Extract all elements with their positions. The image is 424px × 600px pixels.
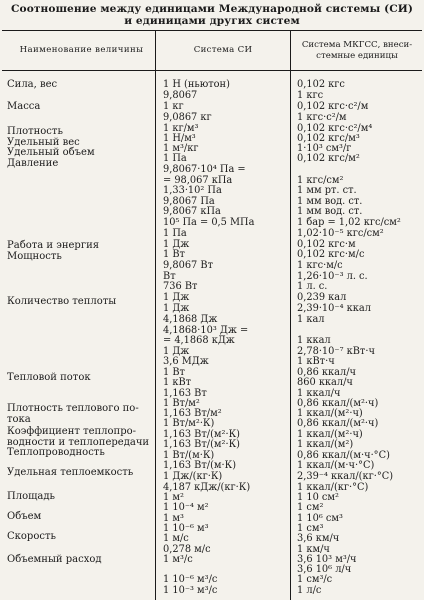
mkgss-value-19: 1 л. с. bbox=[297, 281, 328, 292]
mkgss-value-20: 0,239 кал bbox=[297, 292, 347, 303]
mkgss-value-10: 1 мм рт. ст. bbox=[297, 185, 357, 196]
si-value-13: 9,8067 кПа bbox=[163, 206, 221, 217]
quantity-name-9: Количество теплоты bbox=[7, 296, 117, 307]
mkgss-value-34: 0,86 ккал/(м·ч·°С) bbox=[297, 450, 390, 461]
si-value-4: 9,0867 кг bbox=[163, 112, 212, 123]
mkgss-value-37: 1 ккал/(кг·°С) bbox=[297, 482, 369, 493]
quantity-name-11: Плотность теплового по- bbox=[7, 403, 139, 414]
mkgss-value-3: 0,102 кгс·с²/м bbox=[297, 101, 369, 112]
mkgss-value-23: 1 ккал bbox=[297, 335, 331, 346]
si-value-37: 1,163 Вт/(м·К) bbox=[163, 460, 237, 471]
quantity-name-8: Мощность bbox=[7, 251, 62, 262]
si-value-11: 1,33·10² Па bbox=[163, 185, 222, 196]
si-value-42: 1 м³ bbox=[163, 513, 184, 524]
mkgss-value-45: 3,6 10⁶ л/ч bbox=[297, 564, 352, 575]
si-value-12: 9,8067 Па bbox=[163, 196, 215, 207]
mkgss-value-22: 1 кал bbox=[297, 314, 325, 325]
quantity-name-3: Плотность bbox=[7, 126, 63, 137]
mkgss-value-44: 3,6 10³ м³/ч bbox=[297, 554, 357, 565]
si-value-30: 1,163 Вт bbox=[163, 388, 207, 399]
si-value-9: 9,8067·10⁴ Па = bbox=[163, 164, 246, 175]
si-value-20: 736 Вт bbox=[163, 281, 198, 292]
si-value-8: 1 Па bbox=[163, 153, 187, 164]
si-value-26: 1 Дж bbox=[163, 346, 190, 357]
si-value-5: 1 кг/м³ bbox=[163, 123, 199, 134]
mkgss-value-28: 1 ккал/ч bbox=[297, 388, 341, 399]
quantity-name-15: Теплопроводность bbox=[7, 447, 105, 458]
si-value-23: 4,1868 Дж bbox=[163, 314, 218, 325]
column-divider-1 bbox=[155, 31, 156, 600]
mkgss-value-38: 1 10 см² bbox=[297, 492, 339, 503]
quantity-name-16: Удельная теплоемкость bbox=[7, 467, 134, 478]
mkgss-value-9: 1 кгс/см² bbox=[297, 175, 344, 186]
quantity-name-13: Коэффициент теплопро- bbox=[7, 426, 137, 437]
title-line-1: Соотношение между единицами Международной системы (СИ) bbox=[11, 3, 413, 15]
quantity-name-12: тока bbox=[7, 414, 31, 425]
top-rule bbox=[2, 30, 422, 31]
mkgss-value-32: 1 ккал/(м²·ч) bbox=[297, 429, 363, 440]
si-value-34: 1,163 Вт/(м²·К) bbox=[163, 429, 240, 440]
si-value-28: 1 Вт bbox=[163, 367, 185, 378]
si-value-40: 1 м² bbox=[163, 492, 184, 503]
table-title bbox=[0, 3, 424, 27]
si-value-46: 1 м³/с bbox=[163, 554, 193, 565]
si-value-19: Вт bbox=[163, 271, 176, 282]
mkgss-value-42: 3,6 км/ч bbox=[297, 533, 340, 544]
title-line-2: и единицами других систем bbox=[124, 15, 300, 27]
mkgss-value-15: 0,102 кгс·м bbox=[297, 239, 356, 250]
mkgss-value-26: 0,86 ккал/ч bbox=[297, 367, 357, 378]
mkgss-value-27: 860 ккал/ч bbox=[297, 377, 353, 388]
mkgss-value-24: 2,78·10⁻⁷ кВт·ч bbox=[297, 346, 375, 357]
header-mkgss-line-1: Система МКГСС, внеси- bbox=[301, 40, 413, 50]
si-value-14: 10⁵ Па = 0,5 МПа bbox=[163, 217, 255, 228]
si-value-24: 4,1868·10³ Дж = bbox=[163, 325, 249, 336]
quantity-name-14: водности и теплопередачи bbox=[7, 437, 150, 448]
si-value-32: 1,163 Вт/м² bbox=[163, 408, 222, 419]
header-mkgss bbox=[292, 40, 422, 62]
quantity-name-7: Работа и энергия bbox=[7, 240, 100, 251]
si-value-3: 1 кг bbox=[163, 101, 184, 112]
quantity-name-5: Удельный объем bbox=[7, 147, 95, 158]
si-value-2: 9,8067 bbox=[163, 90, 198, 101]
si-value-6: 1 Н/м³ bbox=[163, 133, 196, 144]
mkgss-value-17: 1 кгс·м/с bbox=[297, 260, 343, 271]
si-value-29: 1 кВт bbox=[163, 377, 192, 388]
mkgss-value-16: 0,102 кгс·м/с bbox=[297, 249, 365, 260]
quantity-name-1: Сила, вес bbox=[7, 79, 58, 90]
quantity-name-18: Объем bbox=[7, 511, 42, 522]
mkgss-value-40: 1 10⁶ см³ bbox=[297, 513, 343, 524]
si-value-44: 1 м/с bbox=[163, 533, 189, 544]
mkgss-value-14: 1,02·10⁻⁵ кгс/см² bbox=[297, 228, 384, 239]
mkgss-value-1: 0,102 кгс bbox=[297, 79, 345, 90]
quantity-name-4: Удельный вес bbox=[7, 137, 80, 148]
mkgss-value-41: 1 см³ bbox=[297, 523, 324, 534]
mkgss-value-18: 1,26·10⁻³ л. с. bbox=[297, 271, 368, 282]
header-mkgss-line-2: стемные единицы bbox=[316, 51, 398, 61]
mkgss-value-39: 1 см² bbox=[297, 502, 324, 513]
mkgss-value-33: 1 ккал/(м²) bbox=[297, 439, 354, 450]
mkgss-value-13: 1 бар = 1,02 кгс/см² bbox=[297, 217, 401, 228]
si-value-38: 1 Дж/(кг·К) bbox=[163, 471, 223, 482]
si-value-48: 1 10⁻³ м³/с bbox=[163, 585, 218, 596]
si-value-33: 1 Вт/м²·К) bbox=[163, 418, 215, 429]
mkgss-value-11: 1 мм вод. ст. bbox=[297, 196, 363, 207]
mkgss-value-2: 1 кгс bbox=[297, 90, 324, 101]
si-value-22: 1 Дж bbox=[163, 303, 190, 314]
si-value-7: 1 м³/кг bbox=[163, 143, 199, 154]
mkgss-value-12: 1 мм вод. ст. bbox=[297, 206, 363, 217]
mkgss-value-47: 1 л/с bbox=[297, 585, 322, 596]
column-divider-2 bbox=[290, 31, 291, 600]
si-value-35: 1,163 Вт/(м²·К) bbox=[163, 439, 240, 450]
si-value-10: = 98,067 кПа bbox=[163, 175, 233, 186]
mkgss-value-36: 2,39⁻⁴ ккал/(кг·°С) bbox=[297, 471, 394, 482]
si-value-47: 1 10⁻⁶ м³/с bbox=[163, 574, 218, 585]
header-rule bbox=[2, 70, 422, 71]
si-value-31: 1 Вт/м² bbox=[163, 398, 200, 409]
header-quantity: Наименование величины bbox=[19, 45, 144, 55]
quantity-name-2: Масса bbox=[7, 101, 41, 112]
si-value-16: 1 Дж bbox=[163, 239, 190, 250]
mkgss-value-4: 1 кгс·с²/м bbox=[297, 112, 347, 123]
si-value-45: 0,278 м/с bbox=[163, 544, 211, 555]
si-value-41: 1 10⁻⁴ м² bbox=[163, 502, 209, 513]
si-value-36: 1 Вт/(м·К) bbox=[163, 450, 215, 461]
si-value-27: 3,6 МДж bbox=[163, 356, 209, 367]
quantity-name-10: Тепловой поток bbox=[7, 372, 91, 383]
header-si: Система СИ bbox=[193, 45, 253, 55]
mkgss-value-8: 0,102 кгс/м² bbox=[297, 153, 360, 164]
mkgss-value-46: 1 см³/с bbox=[297, 574, 333, 585]
mkgss-value-7: 1·10³ см³/г bbox=[297, 143, 352, 154]
mkgss-value-30: 1 ккал/(м²·ч) bbox=[297, 408, 363, 419]
mkgss-value-35: 1 ккал/(м·ч·°С) bbox=[297, 460, 375, 471]
si-value-43: 1 10⁻⁶ м³ bbox=[163, 523, 209, 534]
quantity-name-6: Давление bbox=[7, 158, 59, 169]
mkgss-value-31: 0,86 ккал/(м²·ч) bbox=[297, 418, 379, 429]
si-value-25: = 4,1868 кДж bbox=[163, 335, 235, 346]
mkgss-value-6: 0,102 кгс/м³ bbox=[297, 133, 360, 144]
mkgss-value-21: 2,39·10⁻⁴ ккал bbox=[297, 303, 371, 314]
si-value-15: 1 Па bbox=[163, 228, 187, 239]
quantity-name-17: Площадь bbox=[7, 491, 55, 502]
si-value-18: 9,8067 Вт bbox=[163, 260, 214, 271]
si-value-1: 1 Н (ньютон) bbox=[163, 79, 230, 90]
si-value-21: 1 Дж bbox=[163, 292, 190, 303]
mkgss-value-29: 0,86 ккал/(м²·ч) bbox=[297, 398, 379, 409]
mkgss-value-5: 0,102 кгс·с²/м⁴ bbox=[297, 123, 373, 134]
si-value-39: 4,187 кДж/(кг·К) bbox=[163, 482, 251, 493]
mkgss-value-43: 1 км/ч bbox=[297, 544, 330, 555]
quantity-name-19: Скорость bbox=[7, 531, 56, 542]
mkgss-value-25: 1 кВт·ч bbox=[297, 356, 335, 367]
si-value-17: 1 Вт bbox=[163, 249, 185, 260]
quantity-name-20: Объемный расход bbox=[7, 554, 102, 565]
